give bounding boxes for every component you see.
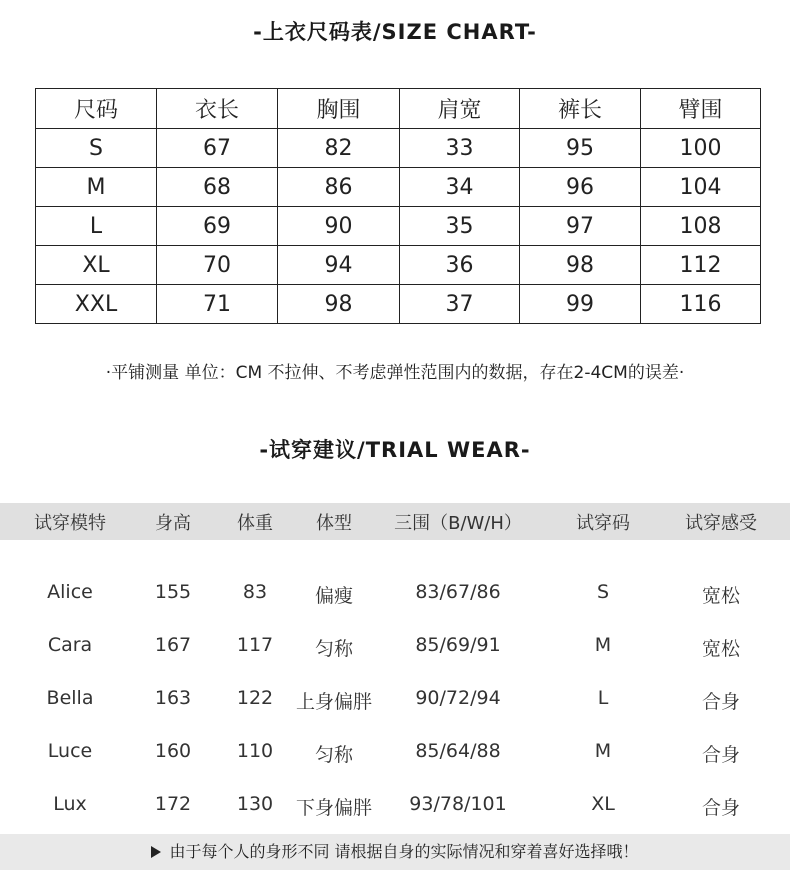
model-feeling: 合身 (701, 797, 740, 819)
cell-length: 71 (157, 285, 278, 324)
model-weight: 117 (236, 634, 274, 656)
cell-shoulder: 33 (400, 129, 520, 168)
size-chart-header-row (36, 89, 761, 129)
model-body-type: 下身偏胖 (295, 797, 372, 819)
cell-pants-length: 96 (520, 168, 641, 207)
model-body-type: 匀称 (314, 638, 353, 660)
cell-bust: 94 (278, 246, 400, 285)
cell-bust: 90 (278, 207, 400, 246)
header-trial-size: 试穿码 (576, 512, 630, 534)
header-arm: 臂围 (641, 89, 761, 129)
table-row (36, 285, 761, 324)
cell-pants-length: 99 (520, 285, 641, 324)
measurement-note: ·平铺测量 单位：CM 不拉伸、不考虑弹性范围内的数据，存在2-4CM的误差· (105, 363, 685, 383)
model-feeling: 宽松 (701, 638, 740, 660)
header-measurements: 三围（B/W/H） (394, 512, 522, 534)
table-row (36, 168, 761, 207)
model-body-type: 偏瘦 (314, 585, 353, 607)
cell-arm: 108 (641, 207, 761, 246)
table-row (36, 246, 761, 285)
cell-size: XXL (36, 285, 157, 324)
model-weight: 130 (236, 793, 274, 815)
model-body-type: 匀称 (314, 744, 353, 766)
cell-length: 69 (157, 207, 278, 246)
cell-shoulder: 35 (400, 207, 520, 246)
table-row (0, 683, 790, 713)
header-body-type: 体型 (316, 512, 352, 534)
table-row (36, 207, 761, 246)
cell-length: 67 (157, 129, 278, 168)
model-name: Alice (47, 581, 93, 603)
table-row (36, 129, 761, 168)
model-name: Cara (47, 634, 93, 656)
model-height: 163 (154, 687, 192, 709)
cell-arm: 104 (641, 168, 761, 207)
cell-pants-length: 95 (520, 129, 641, 168)
header-size: 尺码 (36, 89, 157, 129)
table-row (0, 736, 790, 766)
model-feeling: 合身 (701, 744, 740, 766)
cell-arm: 112 (641, 246, 761, 285)
cell-size: S (36, 129, 157, 168)
cell-pants-length: 97 (520, 207, 641, 246)
model-measurements: 85/69/91 (415, 634, 501, 656)
cell-shoulder: 34 (400, 168, 520, 207)
model-measurements: 93/78/101 (409, 793, 507, 815)
cell-size: XL (36, 246, 157, 285)
size-chart-title: -上衣尺码表/SIZE CHART- (253, 20, 537, 44)
table-row (0, 789, 790, 819)
model-trial-size: XL (591, 793, 615, 815)
model-height: 155 (154, 581, 192, 603)
table-row (0, 577, 790, 607)
trial-wear-header-row (0, 503, 790, 540)
model-weight: 122 (236, 687, 274, 709)
model-name: Lux (53, 793, 87, 815)
trial-wear-title: -试穿建议/TRIAL WEAR- (259, 438, 531, 462)
cell-size: L (36, 207, 157, 246)
cell-pants-length: 98 (520, 246, 641, 285)
cell-shoulder: 36 (400, 246, 520, 285)
model-name: Luce (47, 740, 93, 762)
model-feeling: 宽松 (701, 585, 740, 607)
model-height: 167 (154, 634, 192, 656)
header-pants-length: 裤长 (520, 89, 641, 129)
model-trial-size: M (594, 634, 612, 656)
model-feeling: 合身 (701, 691, 740, 713)
model-weight: 83 (242, 581, 268, 603)
size-chart-table (35, 88, 761, 324)
cell-length: 70 (157, 246, 278, 285)
cell-arm: 116 (641, 285, 761, 324)
model-body-type: 上身偏胖 (295, 691, 372, 713)
model-trial-size: M (594, 740, 612, 762)
header-model: 试穿模特 (34, 512, 106, 534)
play-triangle-icon (151, 846, 161, 858)
header-length: 衣长 (157, 89, 278, 129)
header-bust: 胸围 (278, 89, 400, 129)
header-height: 身高 (155, 512, 191, 534)
cell-bust: 86 (278, 168, 400, 207)
cell-bust: 98 (278, 285, 400, 324)
cell-length: 68 (157, 168, 278, 207)
header-weight: 体重 (237, 512, 273, 534)
model-name: Bella (46, 687, 94, 709)
header-feeling: 试穿感受 (685, 512, 757, 534)
model-trial-size: S (596, 581, 610, 603)
cell-arm: 100 (641, 129, 761, 168)
model-measurements: 85/64/88 (415, 740, 501, 762)
model-trial-size: L (597, 687, 609, 709)
cell-shoulder: 37 (400, 285, 520, 324)
cell-size: M (36, 168, 157, 207)
cell-bust: 82 (278, 129, 400, 168)
model-measurements: 90/72/94 (415, 687, 501, 709)
model-height: 172 (154, 793, 192, 815)
footer-bar (0, 834, 790, 870)
header-shoulder: 肩宽 (400, 89, 520, 129)
model-measurements: 83/67/86 (415, 581, 501, 603)
table-row (0, 630, 790, 660)
model-weight: 110 (236, 740, 274, 762)
footer-text: 由于每个人的身形不同 请根据自身的实际情况和穿着喜好选择哦！ (169, 842, 639, 861)
model-height: 160 (154, 740, 192, 762)
